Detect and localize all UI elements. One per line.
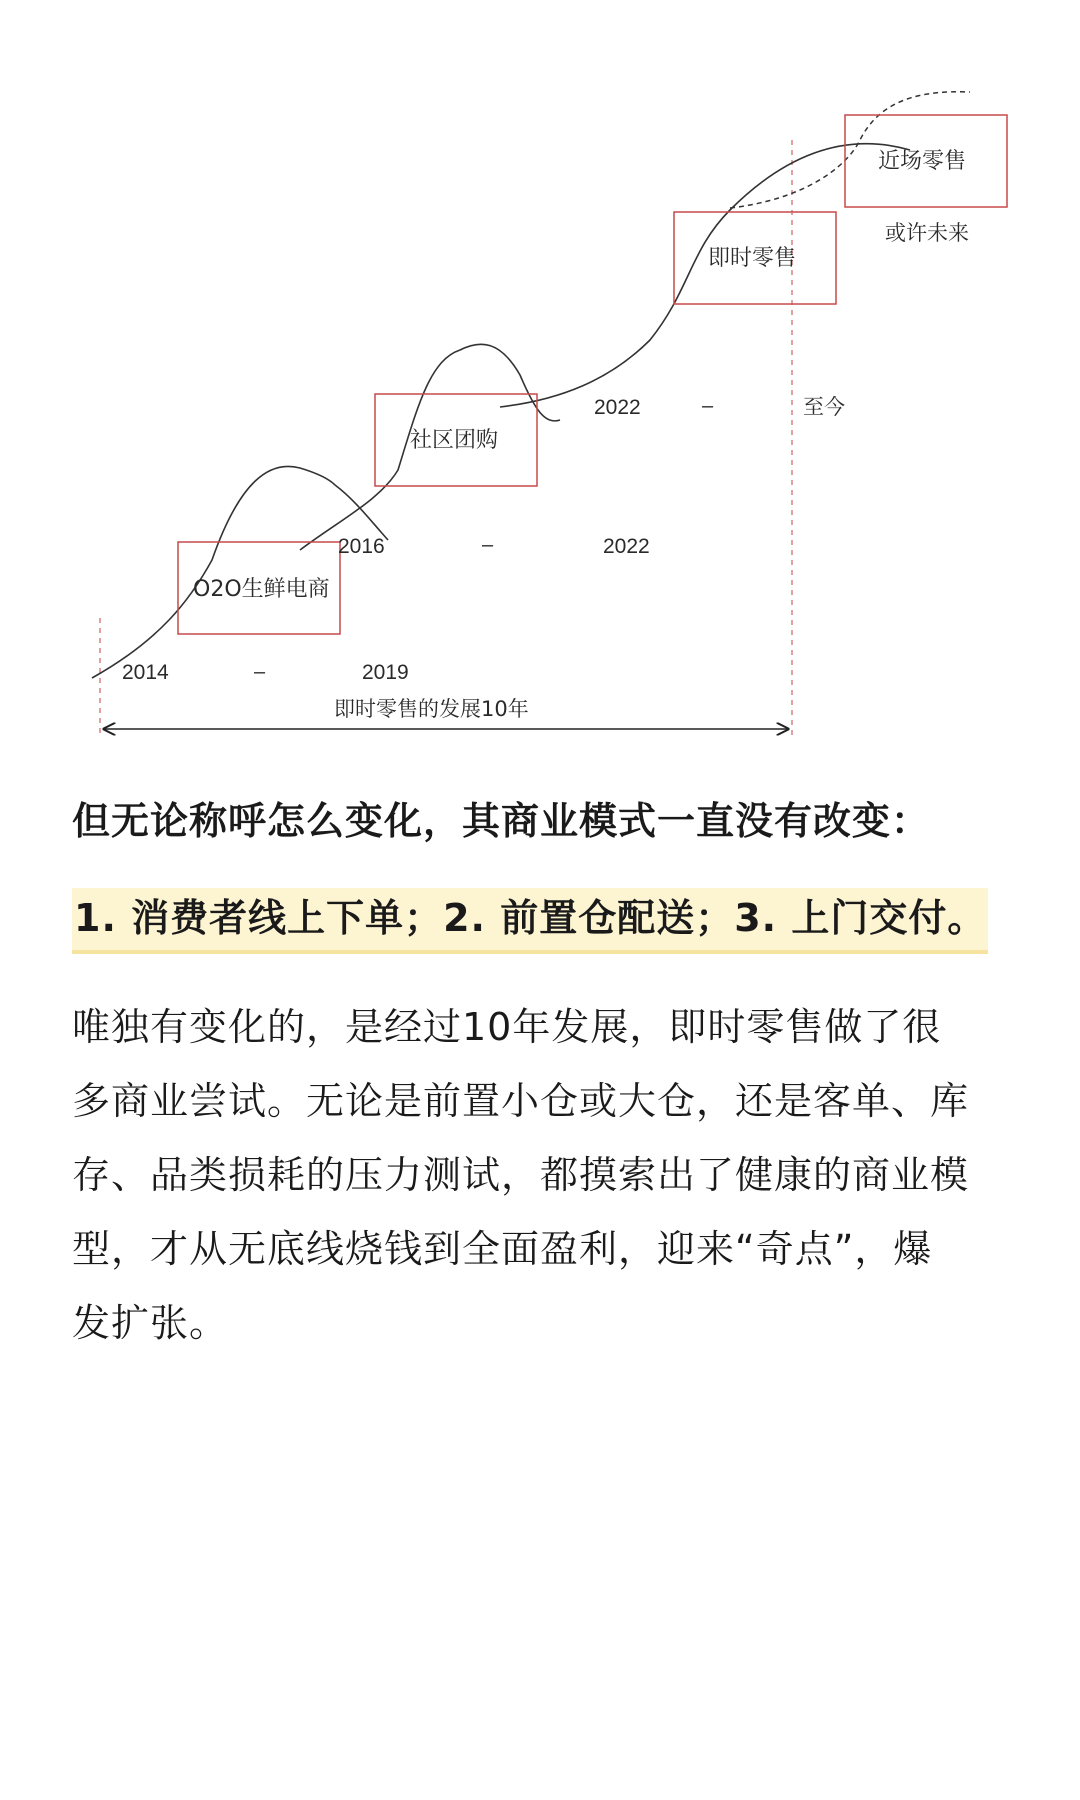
highlight-block [72, 888, 1022, 954]
stage-note-future: 或许未来 [885, 221, 969, 245]
highlighted-business-model: 1. 消费者线上下单；2. 前置仓配送；3. 上门交付。 [72, 888, 988, 954]
year-instant-start: 2022 [594, 396, 641, 419]
timeline-label: 即时零售的发展10年 [334, 697, 529, 721]
year-instant-sep: – [702, 395, 714, 417]
stage-label-instant: 即时零售 [708, 246, 797, 271]
curve-o2o [92, 466, 335, 678]
year-community-end: 2022 [603, 535, 650, 558]
year-community-start: 2016 [338, 535, 385, 558]
year-community-sep: – [482, 534, 494, 556]
lead-paragraph: 但无论称呼怎么变化，其商业模式一直没有改变： [72, 799, 931, 843]
body-line: 存、品类损耗的压力测试，都摸索出了健康的商业模 [72, 1153, 970, 1197]
curve-instant [500, 144, 910, 407]
body-line: 型，才从无底线烧钱到全面盈利，迎来“奇点”，爆 [72, 1227, 933, 1271]
year-instant-end: 至今 [803, 395, 845, 419]
retail-evolution-diagram [0, 0, 1080, 760]
stage-label-o2o: O2O生鲜电商 [193, 577, 330, 602]
curve-o2o-tail [335, 485, 388, 540]
year-o2o-sep: – [254, 661, 266, 683]
stage-label-nearfield: 近场零售 [878, 149, 967, 174]
body-line: 多商业尝试。无论是前置小仓或大仓，还是客单、库 [72, 1079, 970, 1123]
year-o2o-end: 2019 [362, 661, 409, 684]
body-line: 唯独有变化的，是经过10年发展，即时零售做了很 [72, 1005, 942, 1049]
stage-label-community: 社区团购 [410, 428, 499, 453]
body-paragraph [72, 990, 1022, 1360]
body-line: 发扩张。 [72, 1301, 229, 1345]
year-o2o-start: 2014 [122, 661, 169, 684]
